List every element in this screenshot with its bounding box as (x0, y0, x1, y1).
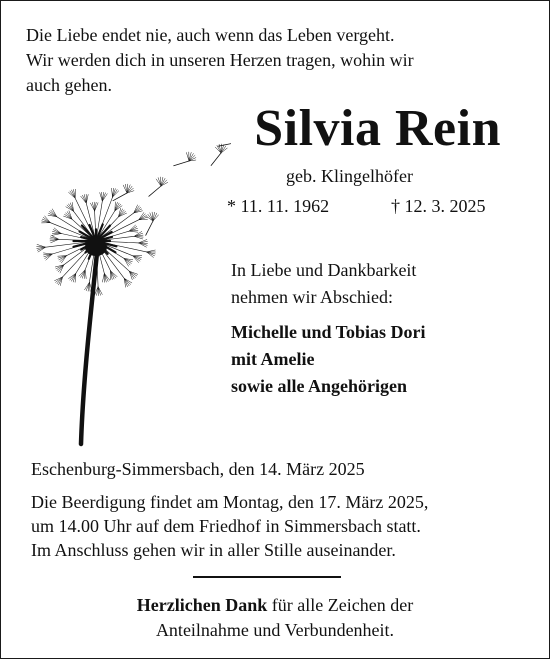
death-date: † 12. 3. 2025 (391, 196, 486, 216)
mourners-list (231, 319, 426, 400)
farewell-line: In Liebe und Dankbarkeit (231, 260, 417, 280)
farewell-text (231, 257, 416, 311)
farewell-line: nehmen wir Abschied: (231, 287, 393, 307)
place-and-date: Eschenburg-Simmersbach, den 14. März 2025 (31, 459, 365, 479)
mourner-line: sowie alle Angehörigen (231, 376, 407, 396)
mourner-line: Michelle und Tobias Dori (231, 322, 426, 342)
dandelion-icon (31, 141, 231, 451)
quote-line: auch gehen. (26, 75, 112, 95)
funeral-line: Die Beerdigung findet am Montag, den 17. März 2025, (31, 492, 429, 512)
deceased-name: Silvia Rein (254, 100, 501, 157)
funeral-line: um 14.00 Uhr auf dem Friedhof in Simmersbach statt. (31, 516, 421, 536)
funeral-line: Im Anschluss gehen wir in aller Stille auseinander. (31, 540, 396, 560)
thanks-line (1, 593, 549, 618)
thanks-line: Anteilnahme und Verbundenheit. (155, 620, 395, 640)
quote-line: Wir werden dich in unseren Herzen tragen, wohin wir (26, 50, 414, 70)
thanks-bold: Herzlichen Dank (136, 595, 268, 615)
birth-name: geb. Klingelhöfer (286, 166, 413, 186)
memorial-quote (26, 23, 526, 98)
thank-you-note (1, 593, 549, 643)
mourner-line: mit Amelie (231, 349, 315, 369)
funeral-info (31, 490, 428, 562)
birth-date: * 11. 11. 1962 (227, 196, 330, 216)
quote-line: Die Liebe endet nie, auch wenn das Leben vergeht. (26, 25, 395, 45)
divider-line (193, 576, 341, 578)
thanks-rest: für alle Zeichen der (267, 595, 414, 615)
